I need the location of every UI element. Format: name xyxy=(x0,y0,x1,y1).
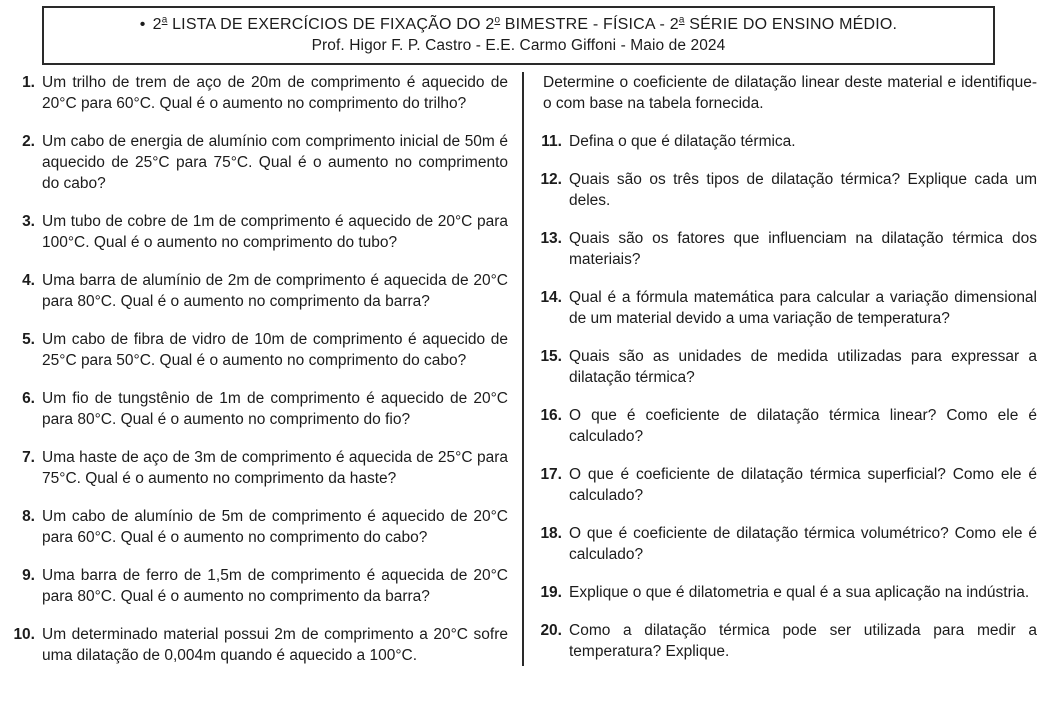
exercise-item-16 xyxy=(535,405,1037,447)
item-number: 3. xyxy=(22,213,35,230)
item-number: 19. xyxy=(540,584,562,601)
exercise-item-17 xyxy=(535,464,1037,506)
item-number: 8. xyxy=(22,508,35,525)
item-text: Um fio de tungstênio de 1m de comprimento é aquecido de 20°C para 80°C. Qual é o aumento no comprimento do fio? xyxy=(42,390,508,428)
right-column xyxy=(535,72,1037,666)
item-text: Explique o que é dilatometria e qual é a sua aplicação na indústria. xyxy=(569,584,1030,601)
worksheet-body xyxy=(8,72,1037,666)
item-number: 7. xyxy=(22,449,35,466)
item-number: 2. xyxy=(22,133,35,150)
title-ordinal-number-2: 2 xyxy=(485,16,495,33)
worksheet-title xyxy=(44,14,993,35)
item-number: 15. xyxy=(540,348,562,365)
item-number: 17. xyxy=(540,466,562,483)
item-text: O que é coeficiente de dilatação térmica volumétrico? Como ele é calculado? xyxy=(569,525,1037,563)
exercise-item-4 xyxy=(8,270,508,312)
item-number: 16. xyxy=(540,407,562,424)
item-text: Como a dilatação térmica pode ser utilizada para medir a temperatura? Explique. xyxy=(569,622,1037,660)
title-segment-3: SÉRIE DO ENSINO MÉDIO. xyxy=(684,16,898,33)
professor-school-date-line: Prof. Higor F. P. Castro - E.E. Carmo Giffoni - Maio de 2024 xyxy=(311,37,726,54)
exercise-item-7 xyxy=(8,447,508,489)
exercise-item-8 xyxy=(8,506,508,548)
item-text: Um trilho de trem de aço de 20m de comprimento é aquecido de 20°C para 60°C. Qual é o aumento no comprimento do trilho? xyxy=(42,74,508,112)
item-text: Um cabo de alumínio de 5m de comprimento é aquecido de 20°C para 60°C. Qual é o aumento no comprimento do cabo? xyxy=(42,508,508,546)
item-text: Quais são os três tipos de dilatação térmica? Explique cada um deles. xyxy=(569,171,1037,209)
item-text: O que é coeficiente de dilatação térmica superficial? Como ele é calculado? xyxy=(569,466,1037,504)
item-number: 4. xyxy=(22,272,35,289)
exercise-item-9 xyxy=(8,565,508,607)
item-number: 6. xyxy=(22,390,35,407)
exercise-item-10 xyxy=(8,624,508,666)
column-divider xyxy=(522,72,524,666)
left-column xyxy=(8,72,508,666)
exercise-item-6 xyxy=(8,388,508,430)
title-ordinal-suffix-2: o xyxy=(494,14,501,26)
bullet-marker: • xyxy=(139,16,146,33)
item-text: O que é coeficiente de dilatação térmica linear? Como ele é calculado? xyxy=(569,407,1037,445)
item-text: Uma haste de aço de 3m de comprimento é aquecida de 25°C para 75°C. Qual é o aumento no comprimento da haste? xyxy=(42,449,508,487)
title-ordinal-number-1: 2 xyxy=(152,16,162,33)
exercise-item-13 xyxy=(535,228,1037,270)
exercise-item-11 xyxy=(535,131,1037,152)
item-number: 18. xyxy=(540,525,562,542)
item-number: 1. xyxy=(22,74,35,91)
title-ordinal-suffix-1: a xyxy=(161,14,168,26)
item-number: 10. xyxy=(13,626,35,643)
exercise-item-5 xyxy=(8,329,508,371)
exercise-item-18 xyxy=(535,523,1037,565)
item-number: 11. xyxy=(541,133,562,150)
item-text: Quais são as unidades de medida utilizadas para expressar a dilatação térmica? xyxy=(569,348,1037,386)
title-segment-2: BIMESTRE - FÍSICA - xyxy=(500,16,670,33)
exercise-item-10-continuation: Determine o coeficiente de dilatação linear deste material e identifique-o com base na tabela fornecida. xyxy=(543,74,1037,112)
item-number: 20. xyxy=(540,622,562,639)
item-text: Um tubo de cobre de 1m de comprimento é aquecido de 20°C para 100°C. Qual é o aumento no comprimento do tubo? xyxy=(42,213,508,251)
item-text: Um cabo de energia de alumínio com comprimento inicial de 50m é aquecido de 25°C para 75°C. Qual é o aumento no comprimento do cabo? xyxy=(42,133,508,192)
item-text: Uma barra de alumínio de 2m de comprimento é aquecida de 20°C para 80°C. Qual é o aumento no comprimento da barra? xyxy=(42,272,508,310)
title-ordinal-suffix-3: a xyxy=(678,14,685,26)
header-box xyxy=(42,6,995,65)
exercise-item-1 xyxy=(8,72,508,114)
exercise-item-12 xyxy=(535,169,1037,211)
item-text: Quais são os fatores que influenciam na dilatação térmica dos materiais? xyxy=(569,230,1037,268)
item-text: Um cabo de fibra de vidro de 10m de comprimento é aquecido de 25°C para 50°C. Qual é o aumento no comprimento do cabo? xyxy=(42,331,508,369)
item-number: 12. xyxy=(540,171,562,188)
item-number: 9. xyxy=(22,567,35,584)
title-ordinal-number-3: 2 xyxy=(669,16,679,33)
item-number: 5. xyxy=(22,331,35,348)
item-text: Qual é a fórmula matemática para calcular a variação dimensional de um material devido a uma variação de temperatura? xyxy=(569,289,1037,327)
exercise-item-3 xyxy=(8,211,508,253)
exercise-item-15 xyxy=(535,346,1037,388)
exercise-item-20 xyxy=(535,620,1037,662)
exercise-item-19 xyxy=(535,582,1037,603)
exercise-item-14 xyxy=(535,287,1037,329)
item-number: 14. xyxy=(540,289,562,306)
exercise-item-2 xyxy=(8,131,508,194)
item-text: Defina o que é dilatação térmica. xyxy=(569,133,796,150)
title-segment-1: LISTA DE EXERCÍCIOS DE FIXAÇÃO DO xyxy=(167,16,486,33)
item-text: Uma barra de ferro de 1,5m de comprimento é aquecida de 20°C para 80°C. Qual é o aumento no comprimento da barra? xyxy=(42,567,508,605)
item-number: 13. xyxy=(540,230,562,247)
item-text: Um determinado material possui 2m de comprimento a 20°C sofre uma dilatação de 0,004m quando é aquecido a 100°C. xyxy=(42,626,508,664)
